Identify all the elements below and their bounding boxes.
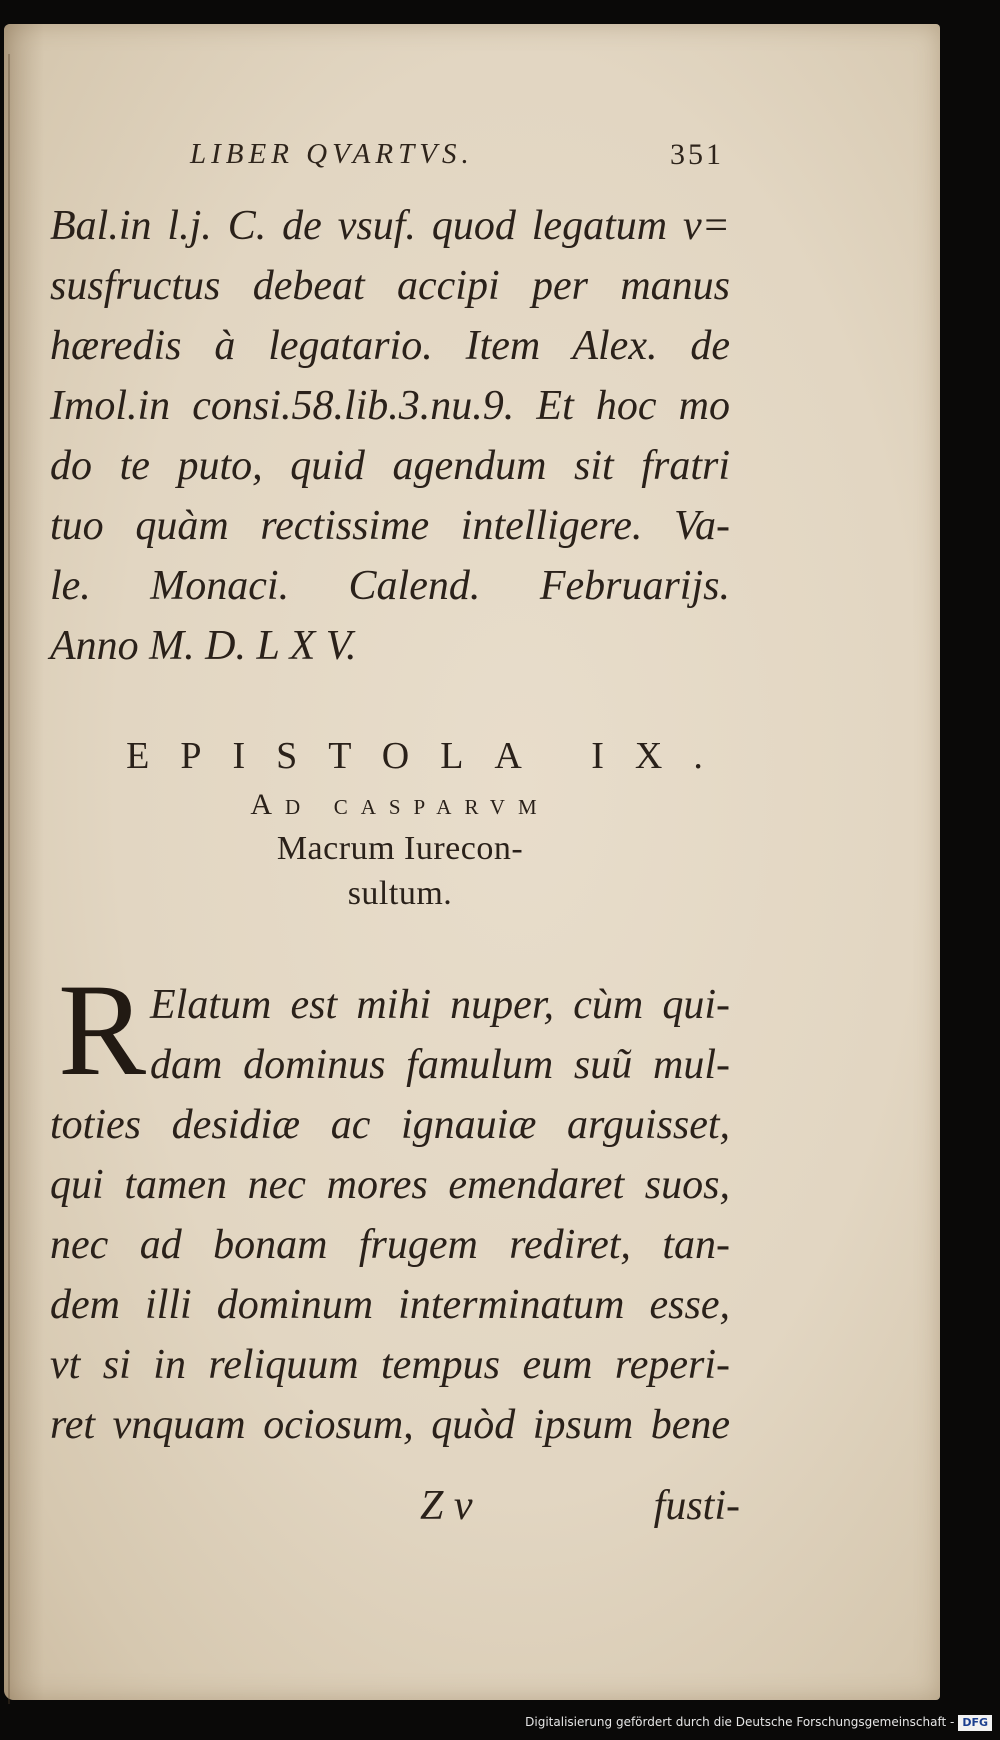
text-line: nec ad bonam frugem rediret, tan-	[50, 1222, 730, 1268]
text-line: Imol.in consi.58.lib.3.nu.9. Et hoc mo	[50, 383, 730, 429]
drop-cap: R	[58, 956, 147, 1103]
letter-ending	[50, 196, 730, 676]
signature-line	[420, 1476, 740, 1536]
text-line: toties desidiæ ac ignauiæ arguisset,	[50, 1102, 730, 1148]
text-line: vt si in reliquum tempus eum reperi-	[50, 1342, 730, 1388]
running-head-title: LIBER QVARTVS.	[190, 138, 474, 170]
signature-mark: Z v	[420, 1483, 473, 1529]
addressee-name: Macrum Iurecon-	[276, 830, 524, 867]
page-fold-shadow	[4, 24, 44, 1700]
running-head	[190, 138, 730, 178]
text-line: tuo quàm rectissime intelligere. Va-	[50, 503, 730, 549]
text-line: qui tamen nec mores emendaret suos,	[50, 1162, 730, 1208]
text-line: dem illi dominum interminatum esse,	[50, 1282, 730, 1328]
catchword: fusti-	[653, 1483, 740, 1529]
addressee-name-continued: sultum.	[347, 875, 453, 912]
letter-body	[50, 956, 730, 1455]
text-line: susfructus debeat accipi per manus	[50, 263, 730, 309]
dfg-logo: DFG	[958, 1715, 992, 1731]
credit-text: Digitalisierung gefördert durch die Deutsche Forschungsgemeinschaft -	[525, 1715, 955, 1729]
text-line: ret vnquam ociosum, quòd ipsum bene	[50, 1402, 730, 1448]
text-line: Elatum est mihi nuper, cùm qui-	[150, 982, 730, 1028]
addressee-line: Ad casparvm	[250, 788, 550, 821]
epistola-heading: EPISTOLA IX.	[126, 735, 734, 777]
digitization-credit	[525, 1712, 992, 1732]
text-line: Anno M. D. L X V.	[50, 623, 357, 669]
text-line: Bal.in l.j. C. de vsuf. quod legatum v=	[50, 203, 730, 249]
page-number: 351	[670, 138, 724, 171]
text-line: do te puto, quid agendum sit fratri	[50, 443, 730, 489]
text-line: dam dominus famulum suũ mul-	[150, 1042, 730, 1088]
gutter-line	[8, 54, 10, 1704]
text-line: hæredis à legatario. Item Alex. de	[50, 323, 730, 369]
text-line: le. Monaci. Calend. Februarijs.	[50, 563, 730, 609]
